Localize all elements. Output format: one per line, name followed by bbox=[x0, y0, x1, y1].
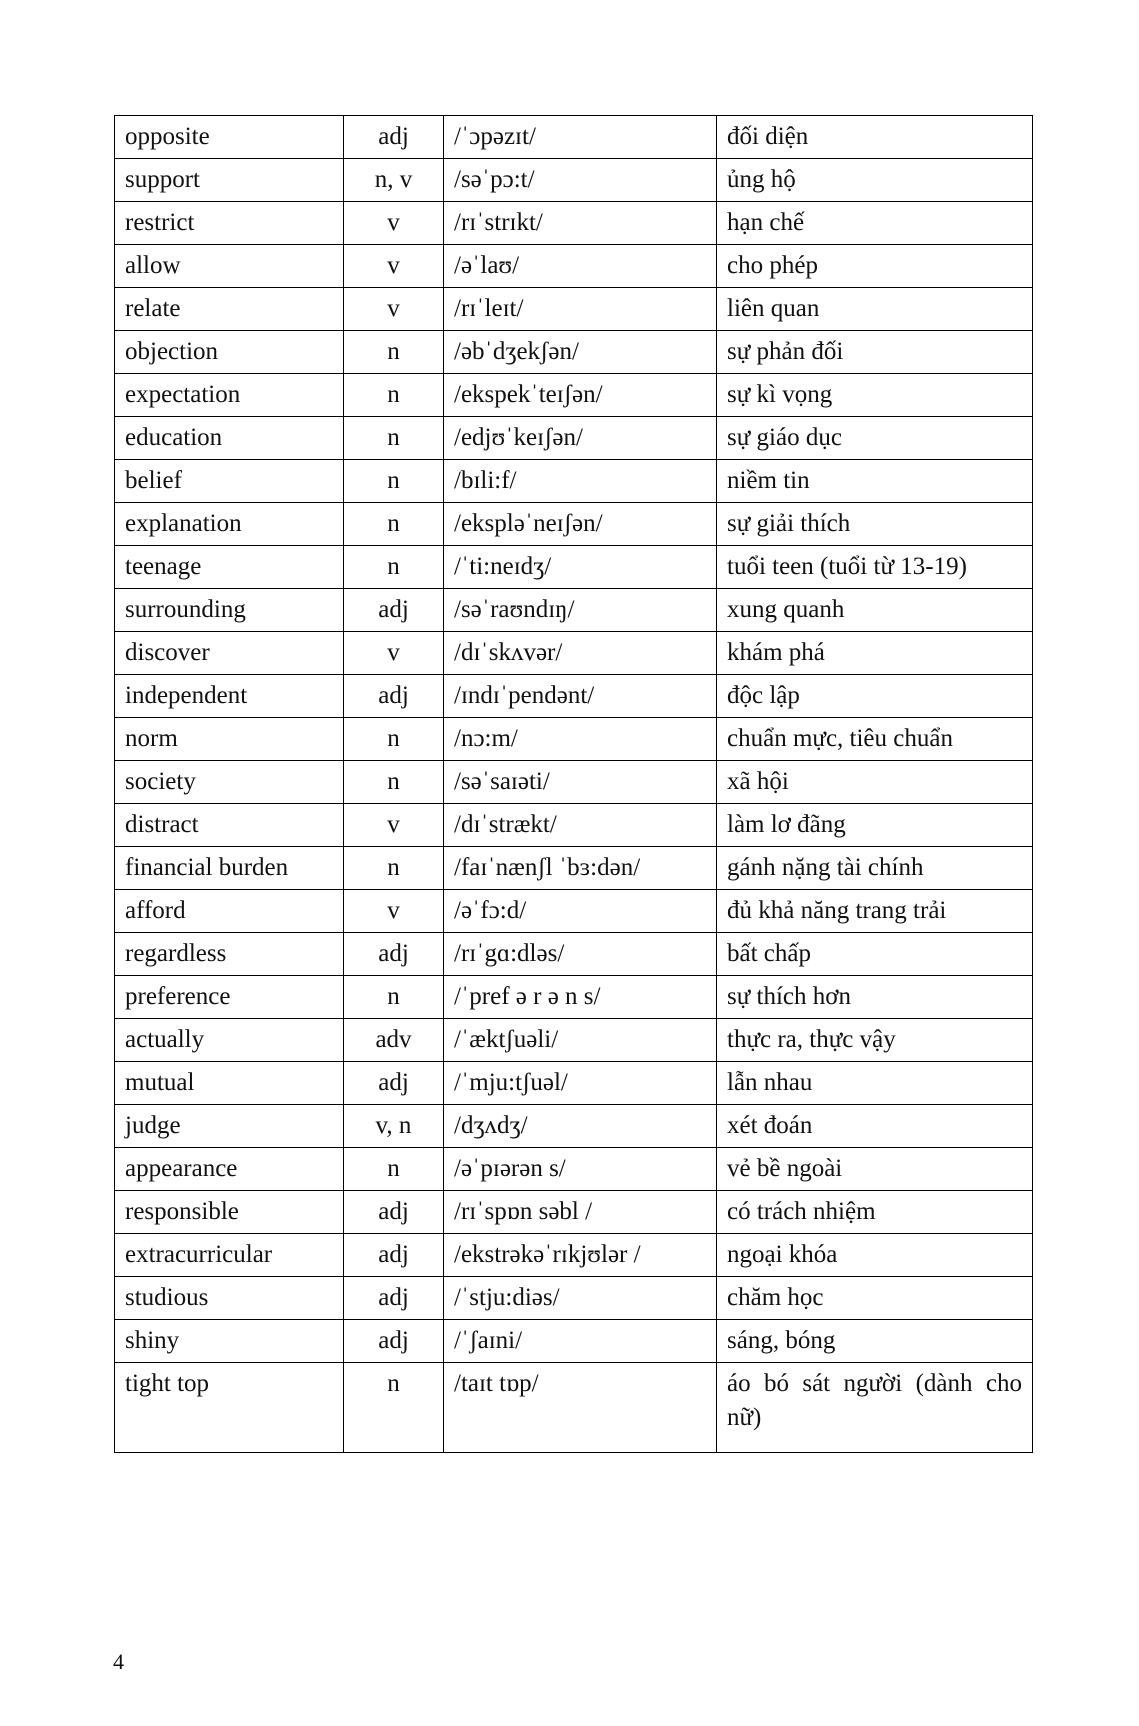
vocab-word: financial burden bbox=[115, 847, 344, 890]
pronunciation: /bɪli:f/ bbox=[444, 460, 717, 503]
part-of-speech: adj bbox=[344, 1234, 444, 1277]
table-row bbox=[115, 589, 1033, 632]
pronunciation: /ˈæktʃuəli/ bbox=[444, 1019, 717, 1062]
table-row bbox=[115, 546, 1033, 589]
vocabulary-table bbox=[114, 115, 1033, 1453]
table-row bbox=[115, 1105, 1033, 1148]
table-row bbox=[115, 933, 1033, 976]
vietnamese-meaning: chuẩn mực, tiêu chuẩn bbox=[717, 718, 1033, 761]
table-row bbox=[115, 1277, 1033, 1320]
table-row bbox=[115, 245, 1033, 288]
table-row bbox=[115, 1019, 1033, 1062]
vocab-word: surrounding bbox=[115, 589, 344, 632]
vietnamese-meaning: liên quan bbox=[717, 288, 1033, 331]
vocab-word: teenage bbox=[115, 546, 344, 589]
table-row bbox=[115, 202, 1033, 245]
table-row bbox=[115, 331, 1033, 374]
vietnamese-meaning: cho phép bbox=[717, 245, 1033, 288]
vocab-word: society bbox=[115, 761, 344, 804]
vietnamese-meaning: sự kì vọng bbox=[717, 374, 1033, 417]
vietnamese-meaning: niềm tin bbox=[717, 460, 1033, 503]
vietnamese-meaning: độc lập bbox=[717, 675, 1033, 718]
vietnamese-meaning: ủng hộ bbox=[717, 159, 1033, 202]
part-of-speech: adj bbox=[344, 1062, 444, 1105]
vocab-word: support bbox=[115, 159, 344, 202]
table-row bbox=[115, 1062, 1033, 1105]
vietnamese-meaning: lẫn nhau bbox=[717, 1062, 1033, 1105]
vocab-word: shiny bbox=[115, 1320, 344, 1363]
vietnamese-meaning: ngoại khóa bbox=[717, 1234, 1033, 1277]
part-of-speech: n bbox=[344, 503, 444, 546]
vocab-word: appearance bbox=[115, 1148, 344, 1191]
vietnamese-meaning: xung quanh bbox=[717, 589, 1033, 632]
pronunciation: /ekspləˈneɪʃən/ bbox=[444, 503, 717, 546]
vietnamese-meaning: có trách nhiệm bbox=[717, 1191, 1033, 1234]
vietnamese-meaning: gánh nặng tài chính bbox=[717, 847, 1033, 890]
pronunciation: /əˈpɪərən s/ bbox=[444, 1148, 717, 1191]
page-number: 4 bbox=[113, 1649, 124, 1674]
vietnamese-meaning: sự giải thích bbox=[717, 503, 1033, 546]
table-row bbox=[115, 675, 1033, 718]
pronunciation: /səˈsaɪəti/ bbox=[444, 761, 717, 804]
vietnamese-meaning: sự thích hơn bbox=[717, 976, 1033, 1019]
part-of-speech: v bbox=[344, 245, 444, 288]
table-row bbox=[115, 503, 1033, 546]
table-row bbox=[115, 374, 1033, 417]
vocab-word: allow bbox=[115, 245, 344, 288]
part-of-speech: adj bbox=[344, 1277, 444, 1320]
table-row bbox=[115, 976, 1033, 1019]
vietnamese-meaning: sự giáo dục bbox=[717, 417, 1033, 460]
pronunciation: /əˈlaʊ/ bbox=[444, 245, 717, 288]
table-row bbox=[115, 890, 1033, 933]
vocab-word: expectation bbox=[115, 374, 344, 417]
part-of-speech: adj bbox=[344, 116, 444, 159]
part-of-speech: adj bbox=[344, 933, 444, 976]
vocab-word: opposite bbox=[115, 116, 344, 159]
pronunciation: /ˈstju:diəs/ bbox=[444, 1277, 717, 1320]
vocab-word: mutual bbox=[115, 1062, 344, 1105]
table-row bbox=[115, 718, 1033, 761]
part-of-speech: v, n bbox=[344, 1105, 444, 1148]
part-of-speech: n bbox=[344, 976, 444, 1019]
pronunciation: /ɪndɪˈpendənt/ bbox=[444, 675, 717, 718]
table-row bbox=[115, 460, 1033, 503]
table-row bbox=[115, 1148, 1033, 1191]
pronunciation: /faɪˈnænʃl ˈbɜ:dən/ bbox=[444, 847, 717, 890]
pronunciation: /edjʊˈkeɪʃən/ bbox=[444, 417, 717, 460]
vietnamese-meaning: hạn chế bbox=[717, 202, 1033, 245]
vocab-word: norm bbox=[115, 718, 344, 761]
part-of-speech: n, v bbox=[344, 159, 444, 202]
table-row bbox=[115, 1320, 1033, 1363]
pronunciation: /səˈpɔ:t/ bbox=[444, 159, 717, 202]
part-of-speech: adj bbox=[344, 589, 444, 632]
vocab-word: tight top bbox=[115, 1363, 344, 1453]
part-of-speech: n bbox=[344, 331, 444, 374]
vocab-word: regardless bbox=[115, 933, 344, 976]
pronunciation: /ˈʃaɪni/ bbox=[444, 1320, 717, 1363]
vocab-word: studious bbox=[115, 1277, 344, 1320]
pronunciation: /dʒʌdʒ/ bbox=[444, 1105, 717, 1148]
vocab-word: extracurricular bbox=[115, 1234, 344, 1277]
vietnamese-meaning: tuổi teen (tuổi từ 13-19) bbox=[717, 546, 1033, 589]
part-of-speech: v bbox=[344, 632, 444, 675]
vocabulary-table-body bbox=[115, 116, 1033, 1453]
pronunciation: /rɪˈleɪt/ bbox=[444, 288, 717, 331]
part-of-speech: n bbox=[344, 761, 444, 804]
vietnamese-meaning: đủ khả năng trang trải bbox=[717, 890, 1033, 933]
part-of-speech: v bbox=[344, 804, 444, 847]
pronunciation: /ˈɔpəzɪt/ bbox=[444, 116, 717, 159]
vocab-word: responsible bbox=[115, 1191, 344, 1234]
part-of-speech: n bbox=[344, 1148, 444, 1191]
vietnamese-meaning: áo bó sát người (dành cho nữ) bbox=[717, 1363, 1033, 1453]
pronunciation: /ekspekˈteɪʃən/ bbox=[444, 374, 717, 417]
pronunciation: /səˈraʊndɪŋ/ bbox=[444, 589, 717, 632]
table-row bbox=[115, 288, 1033, 331]
part-of-speech: n bbox=[344, 546, 444, 589]
vocab-word: restrict bbox=[115, 202, 344, 245]
part-of-speech: adj bbox=[344, 1191, 444, 1234]
pronunciation: /rɪˈstrɪkt/ bbox=[444, 202, 717, 245]
part-of-speech: adj bbox=[344, 675, 444, 718]
pronunciation: /ekstrəkəˈrɪkjʊlər / bbox=[444, 1234, 717, 1277]
vietnamese-meaning: xét đoán bbox=[717, 1105, 1033, 1148]
pronunciation: /ˈmju:tʃuəl/ bbox=[444, 1062, 717, 1105]
vietnamese-meaning: thực ra, thực vậy bbox=[717, 1019, 1033, 1062]
part-of-speech: n bbox=[344, 417, 444, 460]
part-of-speech: v bbox=[344, 288, 444, 331]
vietnamese-meaning: sáng, bóng bbox=[717, 1320, 1033, 1363]
vocab-word: actually bbox=[115, 1019, 344, 1062]
table-row bbox=[115, 761, 1033, 804]
vocab-word: judge bbox=[115, 1105, 344, 1148]
table-row bbox=[115, 159, 1033, 202]
vocab-word: independent bbox=[115, 675, 344, 718]
vietnamese-meaning: khám phá bbox=[717, 632, 1033, 675]
vocab-word: distract bbox=[115, 804, 344, 847]
table-row bbox=[115, 1363, 1033, 1453]
vocab-word: preference bbox=[115, 976, 344, 1019]
vocab-word: afford bbox=[115, 890, 344, 933]
table-row bbox=[115, 116, 1033, 159]
table-row bbox=[115, 804, 1033, 847]
pronunciation: /taɪt tɒp/ bbox=[444, 1363, 717, 1453]
part-of-speech: v bbox=[344, 202, 444, 245]
vietnamese-meaning: chăm học bbox=[717, 1277, 1033, 1320]
part-of-speech: n bbox=[344, 847, 444, 890]
part-of-speech: n bbox=[344, 1363, 444, 1453]
part-of-speech: n bbox=[344, 718, 444, 761]
part-of-speech: n bbox=[344, 374, 444, 417]
table-row bbox=[115, 417, 1033, 460]
part-of-speech: v bbox=[344, 890, 444, 933]
vietnamese-meaning: vẻ bề ngoài bbox=[717, 1148, 1033, 1191]
pronunciation: /əˈfɔ:d/ bbox=[444, 890, 717, 933]
pronunciation: /ˈpref ə r ə n s/ bbox=[444, 976, 717, 1019]
table-row bbox=[115, 1234, 1033, 1277]
table-row bbox=[115, 847, 1033, 890]
vocab-word: relate bbox=[115, 288, 344, 331]
pronunciation: /dɪˈskʌvər/ bbox=[444, 632, 717, 675]
part-of-speech: n bbox=[344, 460, 444, 503]
part-of-speech: adv bbox=[344, 1019, 444, 1062]
vocab-word: explanation bbox=[115, 503, 344, 546]
table-row bbox=[115, 1191, 1033, 1234]
pronunciation: /rɪˈspɒn səbl / bbox=[444, 1191, 717, 1234]
pronunciation: /nɔ:m/ bbox=[444, 718, 717, 761]
pronunciation: /əbˈdʒekʃən/ bbox=[444, 331, 717, 374]
part-of-speech: adj bbox=[344, 1320, 444, 1363]
vietnamese-meaning: sự phản đối bbox=[717, 331, 1033, 374]
vocab-word: education bbox=[115, 417, 344, 460]
table-row bbox=[115, 632, 1033, 675]
vietnamese-meaning: đối diện bbox=[717, 116, 1033, 159]
vietnamese-meaning: xã hội bbox=[717, 761, 1033, 804]
vocab-word: objection bbox=[115, 331, 344, 374]
vocab-word: discover bbox=[115, 632, 344, 675]
vietnamese-meaning: bất chấp bbox=[717, 933, 1033, 976]
pronunciation: /dɪˈstrækt/ bbox=[444, 804, 717, 847]
vocab-word: belief bbox=[115, 460, 344, 503]
pronunciation: /rɪˈgɑ:dləs/ bbox=[444, 933, 717, 976]
vietnamese-meaning: làm lơ đãng bbox=[717, 804, 1033, 847]
pronunciation: /ˈti:neɪdʒ/ bbox=[444, 546, 717, 589]
